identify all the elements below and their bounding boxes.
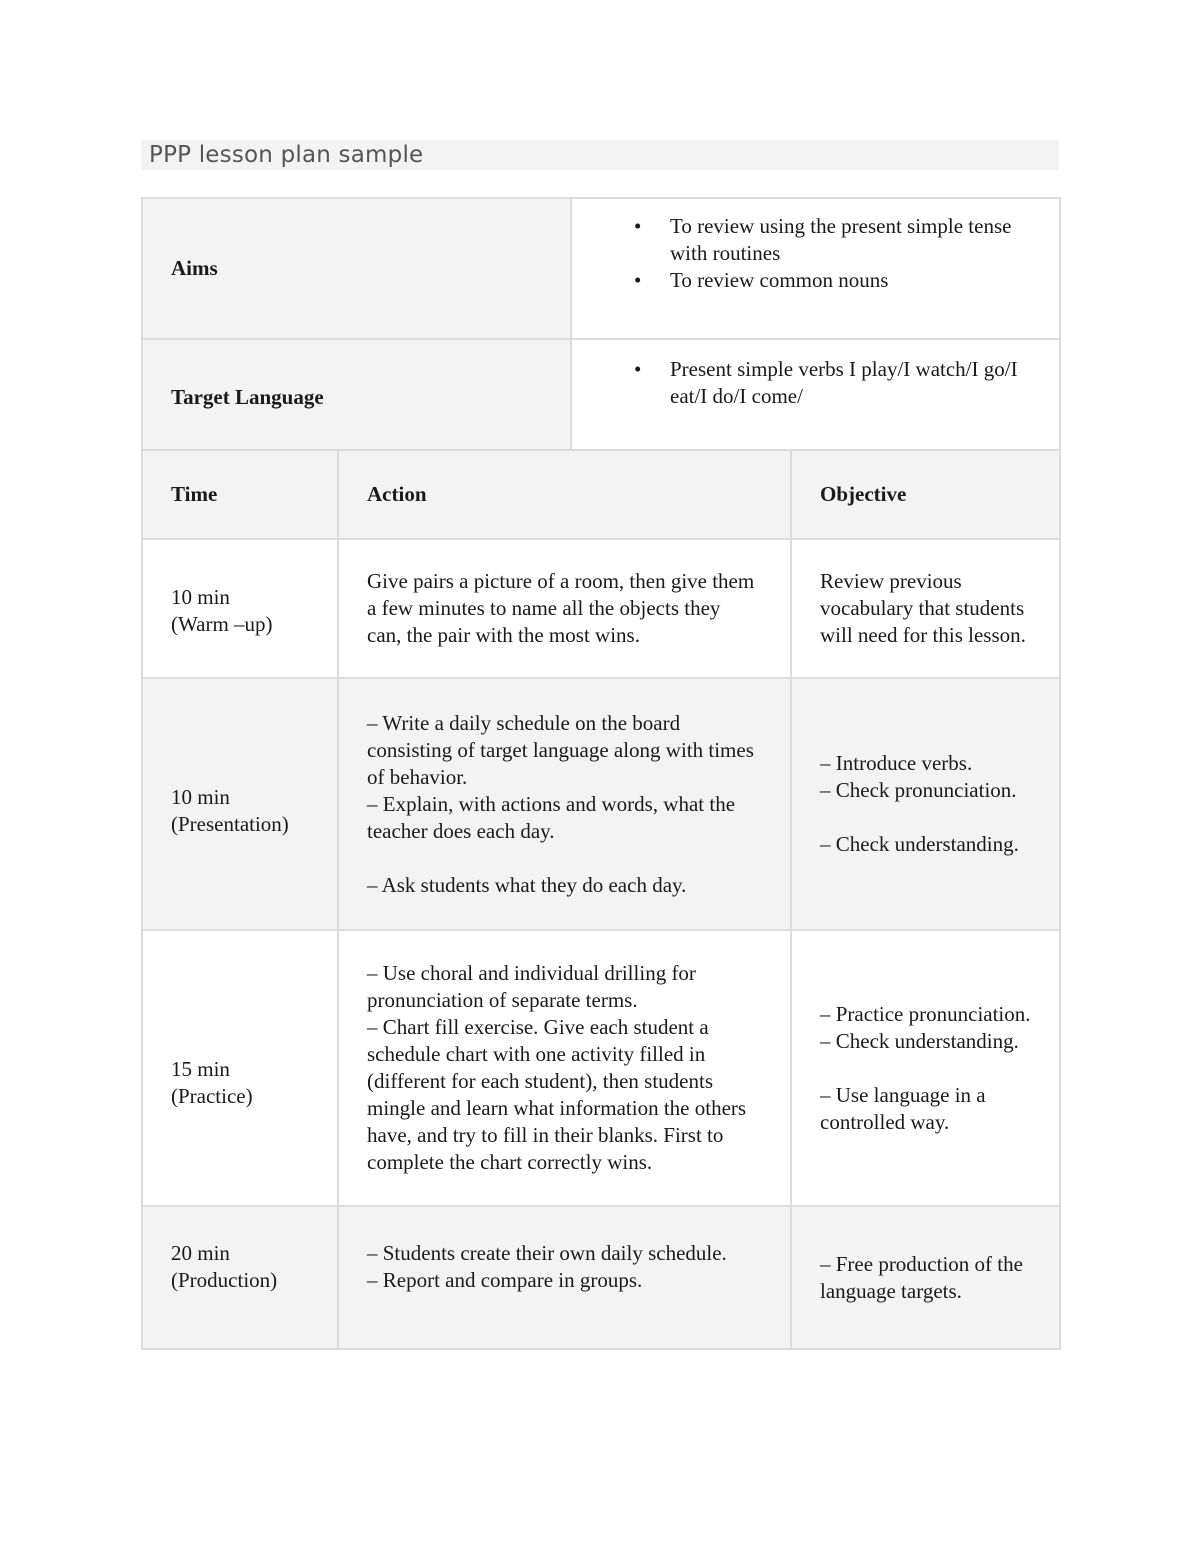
target-language-content-cell (570, 338, 1061, 451)
row-4-objective: – Free production of the language targets. (790, 1205, 1061, 1350)
row-4-action: – Students create their own daily schedule. – Report and compare in groups. (337, 1205, 792, 1350)
row-1-objective: Review previous vocabulary that students will need for this lesson. (790, 538, 1061, 679)
target-language-label: Target Language (171, 385, 324, 409)
page-title: PPP lesson plan sample (141, 140, 1059, 170)
aims-label-cell (141, 197, 572, 340)
header-objective: Objective (790, 449, 1061, 540)
row-3-objective: – Practice pronunciation. – Check understanding. – Use language in a controlled way. (790, 929, 1061, 1207)
row-1-time: 10 min (Warm –up) (141, 538, 339, 679)
row-3-time: 15 min (Practice) (141, 929, 339, 1207)
list-item: • Present simple verbs I play/I watch/I go/I eat/I do/I come/ (634, 357, 1018, 408)
header-action: Action (337, 449, 792, 540)
header-time: Time (141, 449, 339, 540)
target-language-label-cell (141, 338, 572, 451)
row-2-action: – Write a daily schedule on the board consisting of target language along with times of behavior. – Explain, with actions and words, what the teacher does each day. – Ask students what they do each day. (337, 677, 792, 931)
list-item: • To review using the present simple tense with routines (634, 214, 1012, 265)
list-item: • To review common nouns (634, 268, 889, 292)
row-2-objective: – Introduce verbs. – Check pronunciation. – Check understanding. (790, 677, 1061, 931)
aims-content-cell (570, 197, 1061, 340)
aims-list (572, 213, 1039, 294)
target-language-list (572, 356, 1039, 410)
row-4-time: 20 min (Production) (141, 1205, 339, 1350)
row-2-time: 10 min (Presentation) (141, 677, 339, 931)
row-3-action: – Use choral and individual drilling for pronunciation of separate terms. – Chart fill exercise. Give each student a schedule chart with one activity filled in (different for each student), then students mingle and learn what information the others have, and try to fill in their blanks. First to complete the chart correctly wins. (337, 929, 792, 1207)
aims-label: Aims (171, 256, 218, 280)
row-1-action: Give pairs a picture of a room, then give them a few minutes to name all the objects they can, the pair with the most wins. (337, 538, 792, 679)
